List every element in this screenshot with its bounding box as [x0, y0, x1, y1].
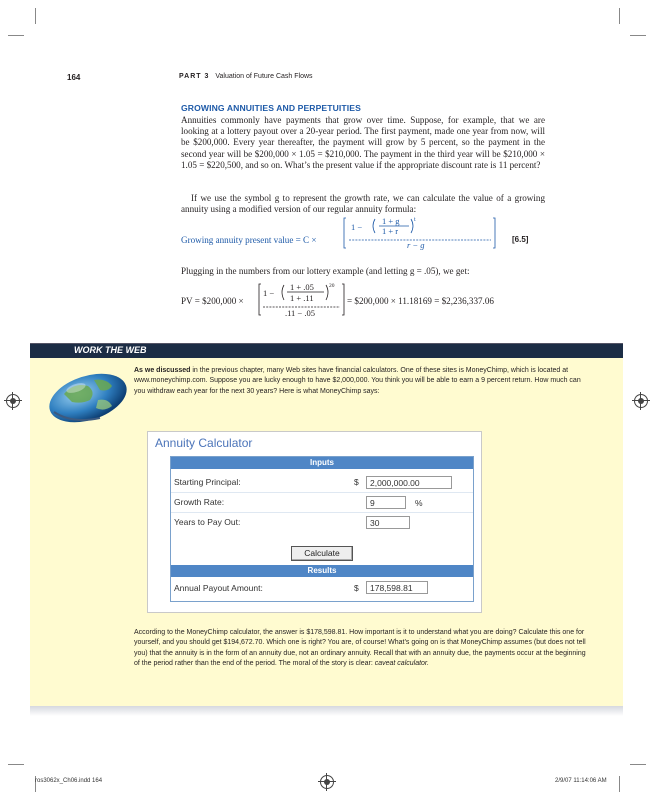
- paragraph-growth-symbol: If we use the symbol g to represent the growth rate, we can calculate the value of a growing annuity using a modified version of our regular annuity formula:: [181, 193, 545, 215]
- pv-inner-den: 1 + .11: [290, 293, 314, 303]
- registration-mark-right: [634, 394, 648, 408]
- pv-exponent: 20: [329, 283, 335, 289]
- payout-currency: $: [354, 583, 359, 593]
- calculate-button[interactable]: Calculate: [291, 546, 353, 561]
- work-the-web-title: WORK THE WEB: [74, 345, 147, 355]
- intro-text: in the previous chapter, many Web sites have financial calculators. One of these sites is MoneyChimp, which is located at www.moneychimp.com. Suppose you are lucky enough to have $2,000,000. You think you will be able to earn a 9 percent return. How much can you withdraw each year for the next 30 years? Here is what MoneyChimp says:: [134, 367, 581, 395]
- registration-mark-left: [6, 394, 20, 408]
- pv-formula: [258, 280, 346, 320]
- growth-rate-unit: %: [415, 498, 423, 508]
- growth-rate-input[interactable]: 9: [366, 496, 406, 509]
- starting-principal-input[interactable]: 2,000,000.00: [366, 476, 452, 489]
- computer-mouse-globe-icon: [42, 364, 130, 426]
- principal-currency: $: [354, 477, 359, 487]
- paragraph-plugging-in: Plugging in the numbers from our lottery example (and letting g = .05), we get:: [181, 266, 470, 276]
- pv-result: = $200,000 × 11.18169 = $2,236,337.06: [347, 296, 494, 306]
- registration-mark-bottom: [320, 775, 334, 789]
- intro-lead: As we discussed: [134, 367, 191, 374]
- growing-annuity-formula: [343, 214, 503, 254]
- calculator-title: Annuity Calculator: [155, 436, 253, 450]
- pv-denominator: .11 − .05: [285, 308, 315, 318]
- pv-one: 1 −: [263, 288, 275, 298]
- page-number: 164: [67, 73, 81, 82]
- formula-one: 1 −: [351, 222, 363, 232]
- years-label: Years to Pay Out:: [174, 517, 241, 527]
- work-the-web-conclusion: [134, 628, 587, 670]
- running-header: [179, 73, 313, 80]
- conclusion-text: According to the MoneyChimp calculator, the answer is $178,598.81. How important is it to understand what you are doing? Calculate this one for yourself, and you should get $194,672.70. Which one is right? You are, of course! What’s going on is that MoneyChimp assumes (but does not tell you) that the annuity is in the form of an annuity due, not an ordinary annuity. Recall that with an annuity due, the payments occur at the beginning of the period rather than the end of the period. The moral of the story is clear:: [134, 629, 586, 668]
- footer-timestamp: 2/9/07 11:14:06 AM: [555, 778, 607, 784]
- payout-label: Annual Payout Amount:: [174, 583, 263, 593]
- formula-inner-num: 1 + g: [382, 216, 400, 226]
- section-heading: GROWING ANNUITIES AND PERPETUITIES: [181, 103, 361, 113]
- work-the-web-shadow: [30, 706, 623, 716]
- pv-inner-num: 1 + .05: [290, 282, 314, 292]
- inputs-header: Inputs: [171, 457, 473, 469]
- part-label: PART 3: [179, 73, 210, 80]
- part-title: Valuation of Future Cash Flows: [215, 73, 313, 80]
- starting-principal-label: Starting Principal:: [174, 477, 241, 487]
- equation-number: [6.5]: [512, 235, 529, 244]
- work-the-web-intro: [134, 366, 587, 397]
- paragraph-growing-annuities: Annuities commonly have payments that grow over time. Suppose, for example, that we are looking at a lottery payout over a 20-year period. The first payment, made one year from now, will be $200,000. Every year thereafter, the payment will grow by 5 percent, so the payment in the second year will be $200,000 × 1.05 = $210,000. The payment in the third year will be $210,000 × 1.05 = $220,500, and so on. What’s the present value if the appropriate discount rate is 11 percent?: [181, 115, 545, 170]
- formula-label: Growing annuity present value = C ×: [181, 235, 317, 245]
- growth-rate-label: Growth Rate:: [174, 497, 225, 507]
- formula-exponent: t: [414, 217, 416, 223]
- pv-label: PV = $200,000 ×: [181, 296, 244, 306]
- results-header: Results: [171, 565, 473, 577]
- formula-inner-den: 1 + r: [382, 226, 399, 236]
- years-input[interactable]: 30: [366, 516, 410, 529]
- formula-denominator: r − g: [407, 240, 425, 250]
- calculator-panel: [170, 456, 474, 602]
- conclusion-italic: caveat calculator.: [374, 660, 429, 668]
- footer-file: ros3062x_Ch06.indd 164: [35, 778, 103, 784]
- payout-output: 178,598.81: [366, 581, 428, 594]
